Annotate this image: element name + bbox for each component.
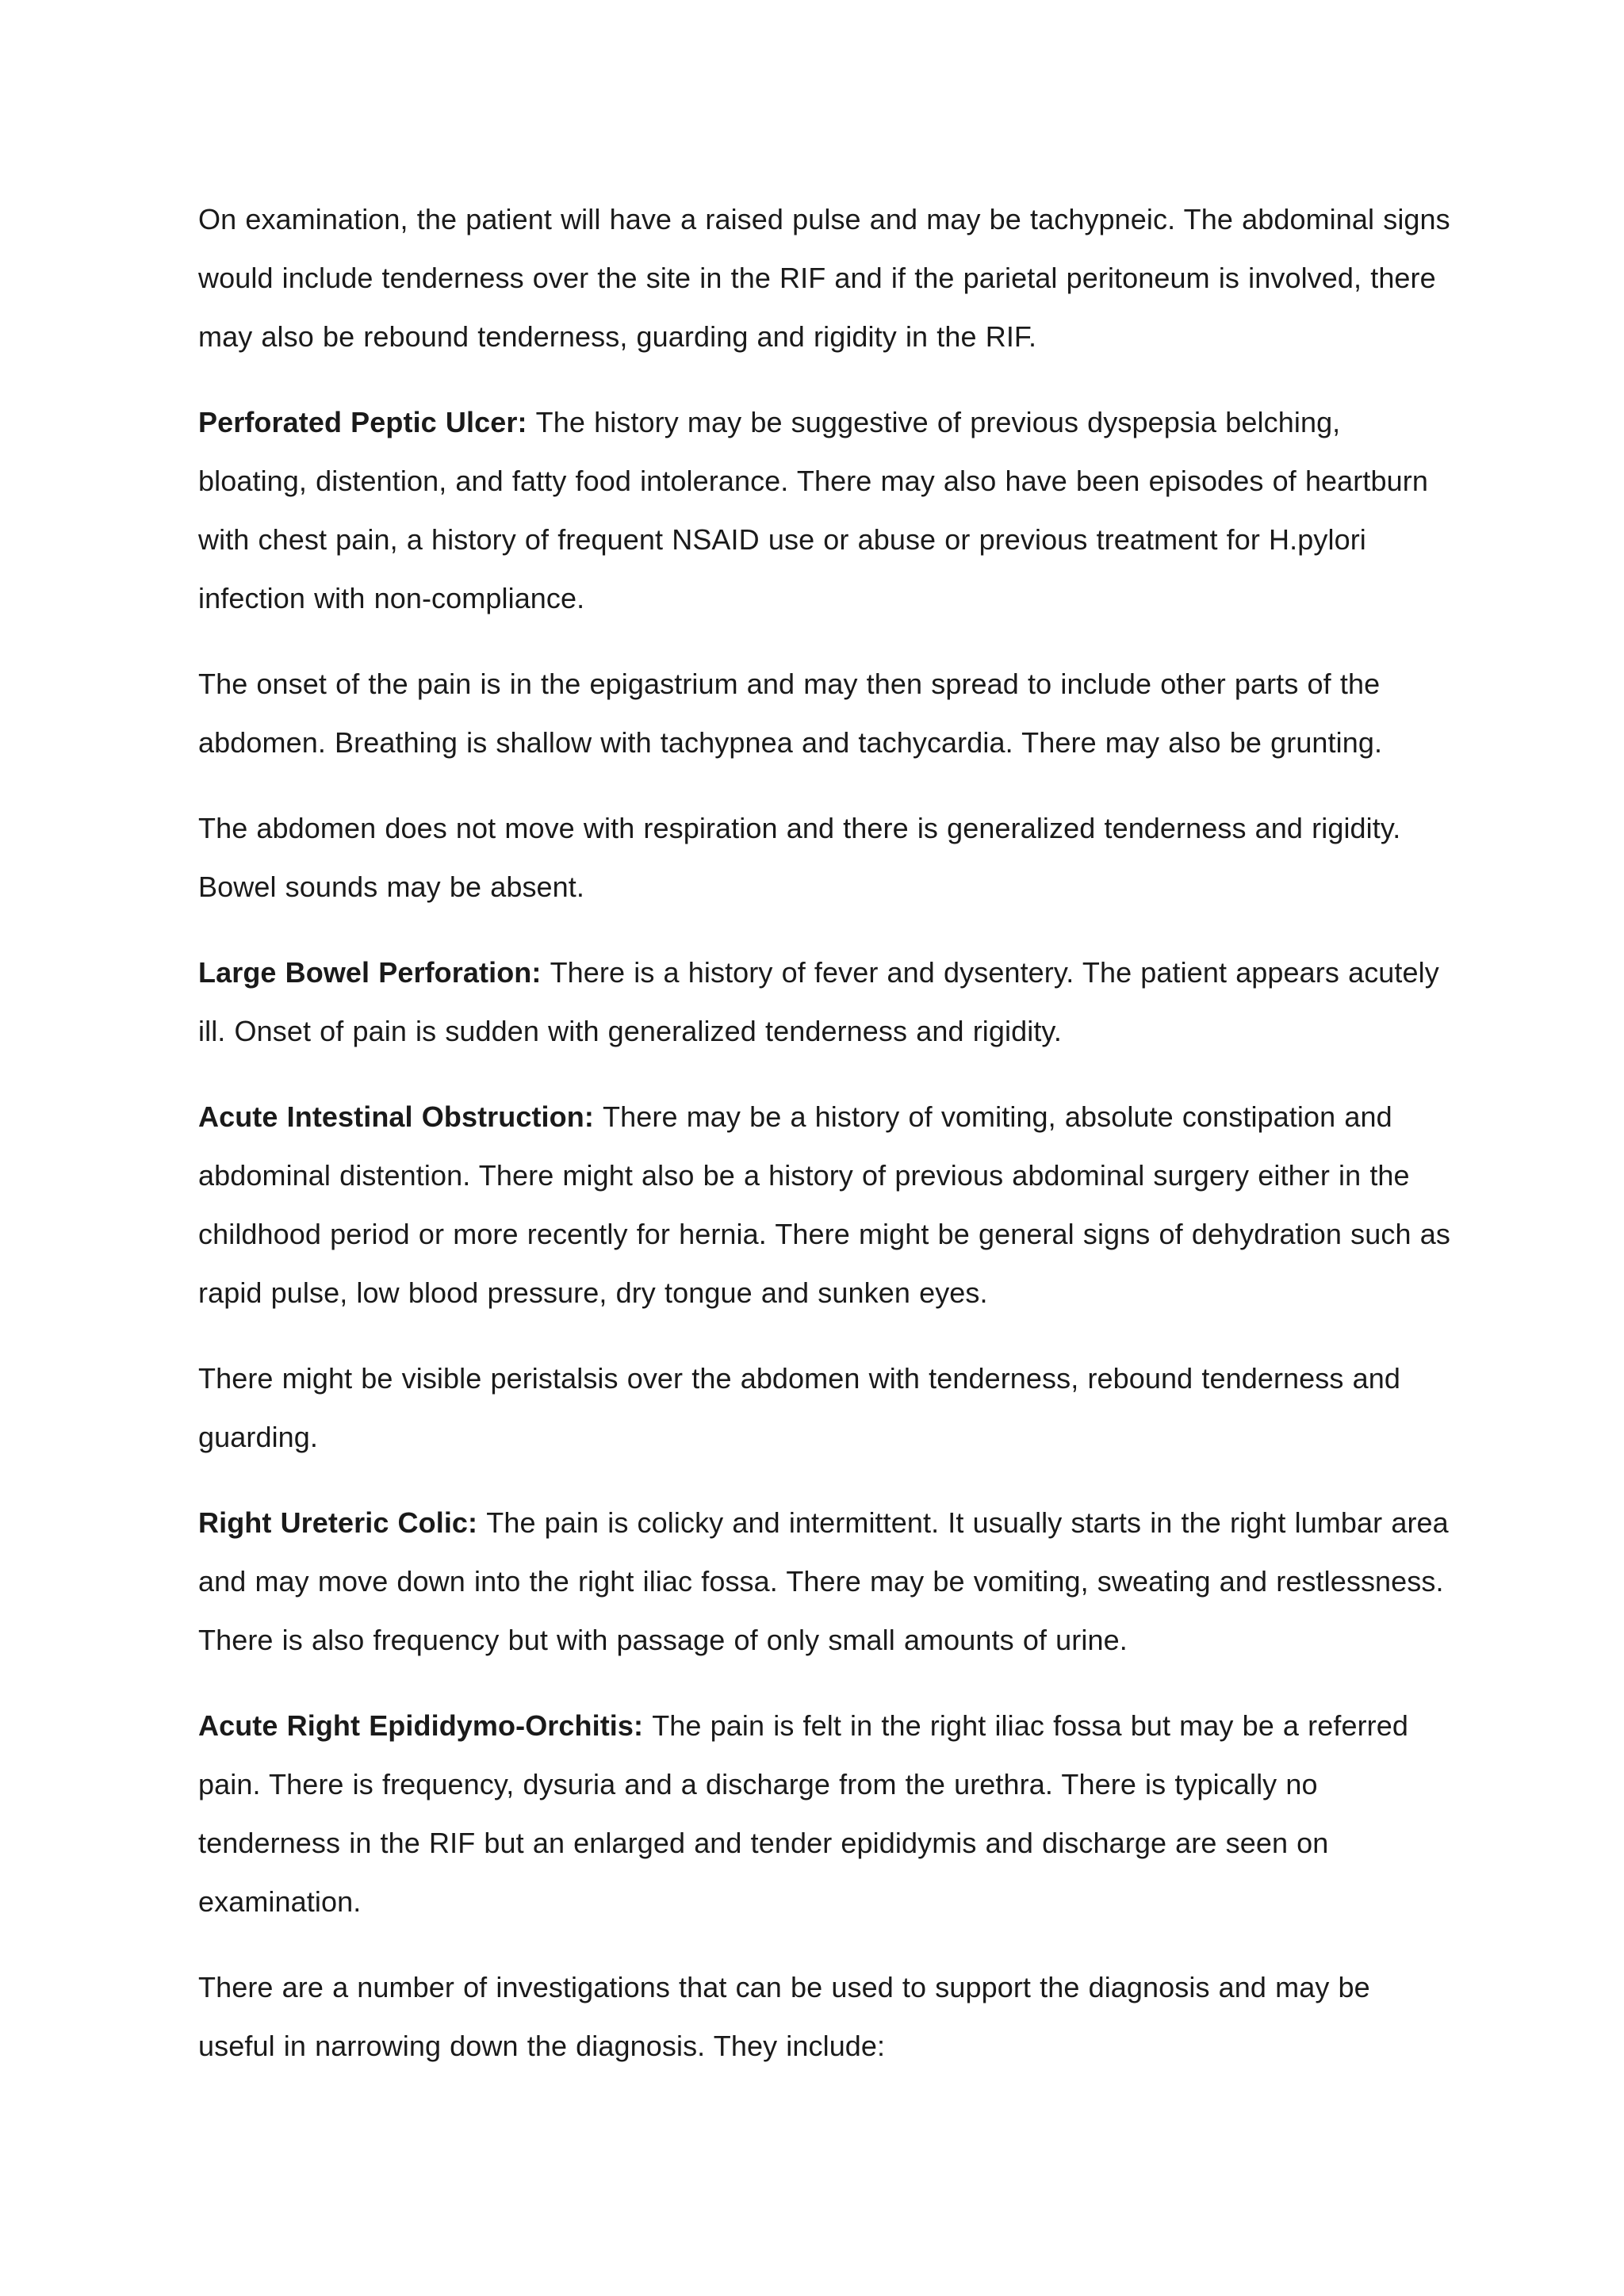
paragraph-heading: Right Ureteric Colic: [198,1506,487,1539]
paragraph-text: The abdomen does not move with respiration and there is generalized tenderness and rigidity. Bowel sounds may be absent. [198,812,1401,903]
paragraph-text: The pain is colicky and intermittent. It usually starts in the right lumbar area and may move down into the right iliac fossa. There may be vomiting, sweating and restlessness. There is also frequency but with passage of only small amounts of urine. [198,1506,1449,1656]
paragraph-heading: Large Bowel Perforation: [198,956,550,989]
paragraph-right-ureteric-colic [198,1494,1451,1670]
paragraph-abdomen-respiration [198,799,1451,916]
paragraph-text: There might be visible peristalsis over the abdomen with tenderness, rebound tenderness and guarding. [198,1362,1400,1453]
paragraph-text: On examination, the patient will have a raised pulse and may be tachypneic. The abdominal signs would include tenderness over the site in the RIF and if the parietal peritoneum is involved, there may also be rebound tenderness, guarding and rigidity in the RIF. [198,203,1450,353]
paragraph-text: The pain is felt in the right iliac fossa but may be a referred pain. There is frequency, dysuria and a discharge from the urethra. There is typically no tenderness in the RIF but an enlarged and tender epididymis and discharge are seen on examination. [198,1709,1408,1918]
paragraph-acute-right-epididymo-orchitis [198,1697,1451,1931]
paragraph-text: There are a number of investigations that can be used to support the diagnosis and may be useful in narrowing down the diagnosis. They include: [198,1971,1370,2062]
document-body [198,190,1451,2103]
paragraph-text: The history may be suggestive of previous dyspepsia belching, bloating, distention, and fatty food intolerance. There may also have been episodes of heartburn with chest pain, a history of frequent NSAID use or abuse or previous treatment for H.pylori infection with non-compliance. [198,406,1428,614]
paragraph-large-bowel-perforation [198,943,1451,1061]
paragraph-examination-signs [198,190,1451,366]
paragraph-perforated-peptic-ulcer [198,393,1451,628]
paragraph-heading: Perforated Peptic Ulcer: [198,406,536,438]
paragraph-acute-intestinal-obstruction [198,1088,1451,1322]
paragraph-heading: Acute Intestinal Obstruction: [198,1100,603,1133]
paragraph-pain-onset [198,655,1451,772]
paragraph-text: There is a history of fever and dysentery. The patient appears acutely ill. Onset of pain is sudden with generalized tenderness and rigidity. [198,956,1439,1047]
paragraph-text: There may be a history of vomiting, absolute constipation and abdominal distention. There might also be a history of previous abdominal surgery either in the childhood period or more recently for hernia. There might be general signs of dehydration such as rapid pulse, low blood pressure, dry tongue and sunken eyes. [198,1100,1450,1309]
paragraph-visible-peristalsis [198,1349,1451,1467]
paragraph-text: The onset of the pain is in the epigastrium and may then spread to include other parts of the abdomen. Breathing is shallow with tachypnea and tachycardia. There may also be grunting. [198,668,1383,759]
paragraph-heading: Acute Right Epididymo-Orchitis: [198,1709,653,1742]
paragraph-investigations-intro [198,1958,1451,2076]
